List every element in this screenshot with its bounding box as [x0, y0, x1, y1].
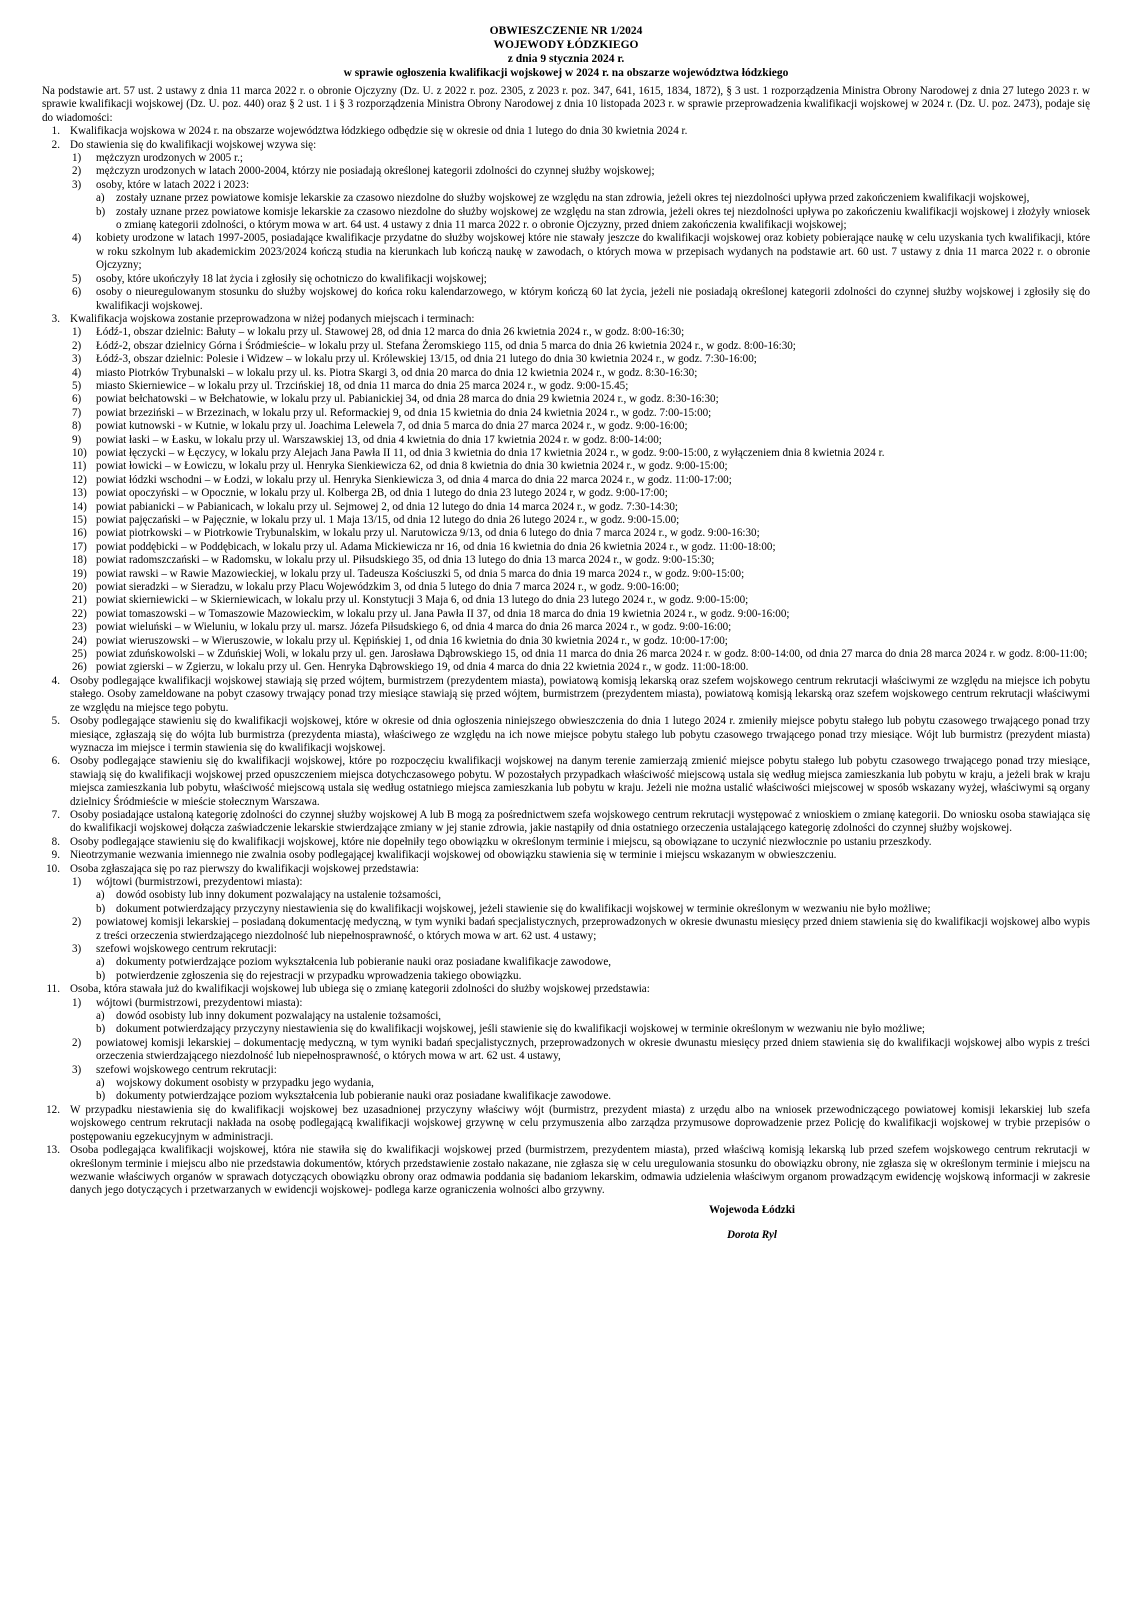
signature-name: Dorota Ryl: [726, 1229, 778, 1242]
item-text: szefowi wojskowego centrum rekrutacji:: [96, 943, 277, 955]
item-text: dokument potwierdzający przyczyny niestawienia się do kwalifikacji wojskowej, jeżeli stawienie się do kwalifikacji wojskowej w terminie określonym w wezwaniu nie było możliwe;: [116, 902, 931, 915]
list-item: [72, 179, 1090, 192]
location-item: [72, 367, 1090, 380]
item-number: b): [96, 1023, 106, 1036]
section-number: 8.: [51, 835, 60, 848]
item-number: b): [96, 205, 106, 218]
item-text: dokumenty potwierdzające poziom wykształcenia lub pobieranie nauki oraz posiadane kwalifikacje zawodowe,: [116, 956, 612, 969]
item-number: 1): [72, 996, 82, 1009]
section-text: Osoby podlegające stawieniu się do kwalifikacji wojskowej, które nie dopełniły tego obowiązku w określonym terminie i miejscu, są obowiązane to uczynić niezwłocznie po ustaniu przeszkody.: [70, 835, 932, 848]
sub-list-item: [96, 1010, 1090, 1023]
item-text: osoby, które w latach 2022 i 2023:: [96, 178, 250, 191]
item-number: 4): [72, 232, 82, 245]
intro-paragraph: Na podstawie art. 57 ust. 2 ustawy z dnia 11 marca 2022 r. o obronie Ojczyzny (Dz. U. z 2022 r. poz. 2305, z 2023 r. poz. 347, 641, 1615, 1834, 1872), § 3 ust. 1 rozporządzenia Ministra Obrony Narodowej z dnia 27 lutego 2023 r. w sprawie kwalifikacji wojskowej (Dz. U. poz. 440) oraz § 2 ust. 1 i § 3 rozporządzenia Ministra Obrony Narodowej z dnia 10 listopada 2023 r. w sprawie przeprowadzenia kwalifikacji wojskowej w 2024 r. (Dz. U. poz. 2473), podaje się do wiadomości:: [42, 85, 1090, 124]
section-text: Kwalifikacja wojskowa zostanie przeprowadzona w niżej podanych miejscach i terminach:: [70, 312, 475, 325]
item-text: powiatowej komisji lekarskiej – posiadaną dokumentację medyczną, w tym wyniki badań specjalistycznych, przeprowadzonych w okresie dwunastu miesięcy przed dniem stawienia się do kwalifikacji wojskowej albo wypis z treści orzeczenia stwierdzającego niezdolność lub niepełnosprawność, o których mowa w art. 62 ust. 4 ustawy;: [96, 916, 1090, 942]
item-number: 6): [72, 286, 82, 299]
item-text: powiat piotrkowski – w Piotrkowie Trybunalskim, w lokalu przy ul. Narutowicza 9/13, od dnia 6 lutego do dnia 7 marca 2024 r., w godz. 9:00-16:30;: [96, 527, 760, 540]
section-1: [42, 125, 1090, 138]
header-line-1: OBWIESZCZENIE NR 1/2024: [489, 25, 643, 37]
section-12: [42, 1104, 1090, 1144]
location-item: [72, 594, 1090, 607]
item-number: 21): [72, 594, 87, 607]
location-item: [72, 393, 1090, 406]
item-number: 2): [72, 339, 82, 352]
item-number: 24): [72, 634, 87, 647]
list-item: [72, 273, 1090, 286]
section-text: Osoby podlegające stawieniu się do kwalifikacji wojskowej, które w okresie od dnia ogłoszenia niniejszego obwieszczenia do dnia 1 lutego 2024 r. zmieniły miejsce pobytu stałego lub pobytu czasowego trwającego ponad trzy miesiące, zgłaszają się do wójta lub burmistrza (prezydenta miasta), właściwego ze względu na ich nowe miejsce pobytu stałego lub pobytu czasowego trwającego ponad trzy miesiące. Wójt lub burmistrz (prezydent miasta) wyznacza im miejsce i termin stawienia się do kwalifikacji wojskowej.: [70, 715, 1090, 754]
sub-list-item: [96, 903, 1090, 916]
header-line-3: z dnia 9 stycznia 2024 r.: [507, 53, 625, 65]
location-item: [72, 661, 1090, 674]
item-number: 25): [72, 648, 87, 661]
item-text: dowód osobisty lub inny dokument pozwalający na ustalenie tożsamości,: [116, 889, 442, 902]
item-number: 16): [72, 527, 87, 540]
section-10: [42, 863, 1090, 876]
location-item: [72, 648, 1090, 661]
location-item: [72, 541, 1090, 554]
item-number: 19): [72, 567, 87, 580]
item-text: kobiety urodzone w latach 1997-2005, posiadające kwalifikacje przydatne do służby wojskowej które nie stawały jeszcze do kwalifikacji wojskowej oraz kobiety pobierające naukę w celu uzyskania tych kwalifikacji, które w roku szkolnym lub akademickim 2023/2024 kończą studia na kierunkach lub kończą naukę w zawodach, o których mowa w przepisach wydanych na podstawie art. 60 ust. 7 ustawy z dnia 11 marca 2022 r. o obronie Ojczyzny;: [96, 232, 1090, 272]
header-line-2: WOJEWODY ŁÓDZKIEGO: [493, 39, 639, 51]
item-number: 8): [72, 420, 82, 433]
item-text: dokument potwierdzający przyczyny niestawienia się do kwalifikacji wojskowej, jeśli stawienie się do kwalifikacji wojskowej w terminie określonym w wezwaniu nie było możliwe;: [116, 1023, 926, 1036]
item-text: powiat pajęczański – w Pajęcznie, w lokalu przy ul. 1 Maja 13/15, od dnia 12 lutego do dnia 26 lutego 2024 r., w godz. 9:00-15.00;: [96, 514, 680, 526]
item-number: 4): [72, 366, 82, 379]
item-text: powiat radomszczański – w Radomsku, w lokalu przy ul. Piłsudskiego 35, od dnia 13 lutego do dnia 13 marca 2024 r., w godz. 9:00-15:30;: [96, 554, 715, 567]
location-item: [72, 635, 1090, 648]
item-number: 6): [72, 393, 82, 406]
item-text: powiat zduńskowolski – w Zduńskiej Woli, w lokalu przy ul. gen. Jarosława Dąbrowskiego 15, od dnia 11 marca do dnia 26 marca 2024 r. w godz. 8:00-14:00, od dnia 27 marca do dnia 28 marca 2024 r. w godz. 8:00-11:00;: [96, 648, 1088, 661]
item-number: 13): [72, 487, 87, 500]
item-number: 18): [72, 554, 87, 567]
section-number: 6.: [51, 755, 60, 768]
section-number: 2.: [51, 138, 60, 151]
section-9: [42, 849, 1090, 862]
section-11: [42, 983, 1090, 996]
section-number: 4.: [51, 674, 60, 687]
location-item: [72, 568, 1090, 581]
item-text: powiat brzeziński – w Brzezinach, w lokalu przy ul. Reformackiej 9, od dnia 15 kwietnia do dnia 24 kwietnia 2024 r., w godz. 7:00-15:00;: [96, 406, 712, 419]
location-item: [72, 407, 1090, 420]
item-number: b): [96, 902, 106, 915]
item-number: 2): [72, 1036, 82, 1049]
section-text: Nieotrzymanie wezwania imiennego nie zwalnia osoby podlegającej kwalifikacji wojskowej od obowiązku stawienia się w terminie i miejscu wskazanym w obwieszczeniu.: [70, 849, 837, 862]
item-text: wójtowi (burmistrzowi, prezydentowi miasta):: [96, 996, 303, 1009]
location-item: [72, 447, 1090, 460]
location-item: [72, 380, 1090, 393]
list-item: [72, 997, 1090, 1010]
location-item: [72, 474, 1090, 487]
section-text: W przypadku niestawienia się do kwalifikacji wojskowej bez uzasadnionej przyczyny właściwy wójt (burmistrz, prezydent miasta) z urzędu albo na wniosek przewodniczącego powiatowej komisji lekarskiej lub szefa wojskowego centrum rekrutacji nakłada na osobę podlegającą kwalifikacji wojskowej grzywnę w celu przymuszenia albo zarządza przymusowe doprowadzenie przez Policję do kwalifikacji wojskowej w trybie przepisów o postępowaniu egzekucyjnym w administracji.: [70, 1103, 1090, 1143]
location-item: [72, 501, 1090, 514]
item-number: 20): [72, 581, 87, 594]
list-item: [72, 152, 1090, 165]
item-text: zostały uznane przez powiatowe komisje lekarskie za czasowo niezdolne do służby wojskowej ze względu na stan zdrowia, jeżeli okres tej niezdolności upływa po zakończeniu kwalifikacji wojskowej i złożyły wniosek o zmianę kategorii zdolności, o którym mowa w art. 64 ust. 4 ustawy z dnia 11 marca 2022 r. o obronie Ojczyzny, przed dniem zakończenia kwalifikacji wojskowej;: [116, 205, 1090, 232]
location-item: [72, 326, 1090, 339]
section-number: 12.: [46, 1103, 60, 1116]
item-number: 7): [72, 406, 82, 419]
list-item: [72, 876, 1090, 889]
item-number: 23): [72, 621, 87, 634]
item-text: Łódź-3, obszar dzielnic: Polesie i Widzew – w lokalu przy ul. Królewskiej 13/15, od dnia 21 lutego do dnia 30 kwietnia 2024 r., w godz. 7:30-16:00;: [96, 353, 757, 366]
section-number: 13.: [46, 1144, 60, 1157]
section-text: Kwalifikacja wojskowa w 2024 r. na obszarze województwa łódzkiego odbędzie się w okresie od dnia 1 lutego do dnia 30 kwietnia 2024 r.: [70, 125, 688, 138]
item-number: 9): [72, 433, 82, 446]
header-line-4: w sprawie ogłoszenia kwalifikacji wojskowej w 2024 r. na obszarze województwa łódzkiego: [343, 67, 789, 79]
sub-list-item: [96, 1090, 1090, 1103]
item-number: 2): [72, 916, 82, 929]
location-item: [72, 434, 1090, 447]
list-item: [72, 943, 1090, 956]
section-number: 5.: [51, 715, 60, 728]
list-item: [72, 232, 1090, 272]
item-number: b): [96, 1090, 106, 1103]
qualification-locations-list: [42, 326, 1090, 675]
location-item: [72, 420, 1090, 433]
item-number: a): [96, 889, 105, 902]
list-item: [72, 916, 1090, 943]
section-3: [42, 313, 1090, 326]
section-7: [42, 809, 1090, 836]
item-number: 5): [72, 379, 82, 392]
section-number: 7.: [51, 808, 60, 821]
item-text: osoby, które ukończyły 18 lat życia i zgłosiły się ochotniczo do kwalifikacji wojskowej;: [96, 272, 487, 285]
sub-list-item: [96, 1023, 1090, 1036]
item-text: miasto Piotrków Trybunalski – w lokalu przy ul. ks. Piotra Skargi 3, od dnia 20 marca do dnia 12 kwietnia 2024 r., w godz. 8:30-16:30;: [96, 366, 698, 379]
item-number: 14): [72, 500, 87, 513]
section-number: 11.: [46, 983, 60, 996]
location-item: [72, 581, 1090, 594]
signature-title: Wojewoda Łódzki: [709, 1203, 795, 1216]
item-text: powiat łaski – w Łasku, w lokalu przy ul. Warszawskiej 13, od dnia 4 kwietnia do dnia 17 kwietnia 2024 r. w godz. 8:00-14:00;: [96, 433, 662, 446]
section-13: [42, 1144, 1090, 1198]
section-text: Osoby podlegające kwalifikacji wojskowej stawiają się przed wójtem, burmistrzem (prezydentem miasta), powiatową komisją lekarską oraz szefem wojskowego centrum rekrutacji właściwymi ze względu na miejsce ich pobytu stałego. Osoby zameldowane na pobyt czasowy trwający ponad trzy miesiące stawiają się przed wójtem, burmistrzem (prezydentem miasta), powiatową komisją lekarską oraz szefem wojskowego centrum rekrutacji właściwymi ze względu na miejsce tego pobytu.: [70, 674, 1090, 714]
item-text: potwierdzenie zgłoszenia się do rejestracji w przypadku wprowadzenia takiego obowiązku.: [116, 969, 522, 982]
location-item: [72, 527, 1090, 540]
sub-list-item: [96, 956, 1090, 969]
item-text: Łódź-1, obszar dzielnic: Bałuty – w lokalu przy ul. Stawowej 28, od dnia 12 marca do dnia 26 kwietnia 2024 r., w godz. 8:00-16:30;: [96, 326, 685, 339]
section-4: [42, 675, 1090, 715]
item-number: 1): [72, 875, 82, 888]
item-text: dowód osobisty lub inny dokument pozwalający na ustalenie tożsamości,: [116, 1010, 442, 1023]
section-number: 9.: [51, 849, 60, 862]
document-header: [42, 24, 1090, 80]
location-item: [72, 353, 1090, 366]
location-item: [72, 608, 1090, 621]
sub-list-item: [96, 1077, 1090, 1090]
location-item: [72, 460, 1090, 473]
item-text: miasto Skierniewice – w lokalu przy ul. Trzcińskiej 18, od dnia 11 marca do dnia 25 marca 2024 r., w godz. 9:00-15.45;: [96, 379, 629, 392]
sub-list-item: [96, 192, 1090, 205]
location-item: [72, 340, 1090, 353]
item-number: 3): [72, 353, 82, 366]
section-2: [42, 139, 1090, 152]
item-number: 3): [72, 943, 82, 955]
item-number: a): [96, 956, 105, 969]
item-text: Łódź-2, obszar dzielnicy Górna i Śródmieście– w lokalu przy ul. Stefana Żeromskiego 115, od dnia 5 marca do dnia 26 kwietnia 2024 r., w godz. 8:00-16:30;: [96, 339, 796, 352]
item-number: 5): [72, 272, 82, 285]
item-text: szefowi wojskowego centrum rekrutacji:: [96, 1063, 277, 1076]
item-text: powiat łęczycki – w Łęczycy, w lokalu przy Alejach Jana Pawła II 11, od dnia 3 kwietnia do dnia 17 kwietnia 2024 r., w godz. 9:00-15:00, z wyłączeniem dnia 8 kwietnia 2024 r.: [96, 446, 885, 459]
item-text: mężczyzn urodzonych w 2005 r.;: [96, 152, 243, 165]
location-item: [72, 621, 1090, 634]
section-text: Do stawienia się do kwalifikacji wojskowej wzywa się:: [70, 138, 317, 151]
item-number: 10): [72, 446, 87, 459]
section-text: Osoby posiadające ustaloną kategorię zdolności do czynnej służby wojskowej A lub B mogą za pośrednictwem szefa wojskowego centrum rekrutacji występować z wnioskiem o zmianę kategorii. Do wniosku osoba stawiająca się do kwalifikacji wojskowej dołącza zaświadczenie lekarskie stwierdzające zmiany w jej stanie zdrowia, jakie nastąpiły od dnia ostatniego orzeczenia ustalającego kategorię zdolności do czynnej służby wojskowej.: [70, 808, 1090, 835]
item-number: 3): [72, 1063, 82, 1076]
sub-list-item: [96, 889, 1090, 902]
section-text: Osoba zgłaszająca się po raz pierwszy do kwalifikacji wojskowej przedstawia:: [70, 862, 420, 875]
item-text: powiat zgierski – w Zgierzu, w lokalu przy ul. Gen. Henryka Dąbrowskiego 19, od dnia 4 marca do dnia 22 kwietnia 2024 r., w godz. 11:00-18:00.: [96, 661, 749, 674]
sub-list-item: [96, 970, 1090, 983]
item-number: b): [96, 969, 106, 982]
section-text: Osoba podlegająca kwalifikacji wojskowej, która nie stawiła się do kwalifikacji wojskowej przed (burmistrzem, prezydentem miasta), przed właściwą komisją lekarską lub przed szefem wojskowego centrum rekrutacji w określonym terminie i miejscu albo nie przedstawia dokumentów, których przedstawienie zostało nakazane, nie zgłasza się w celu uregulowania stosunku do obowiązku obrony, nie zgłasza się w określonym terminie i miejscu na wezwanie właściwych organów w sprawach dotyczących obowiązku obrony oraz odmawia poddania się badaniom lekarskim, odmawia udzielenia właściwym organom prowadzącym ewidencję wojskową informacji w zakresie danych jego dotyczących i przetwarzanych w ewidencji wojskowej- podlega karze ograniczenia wolności albo grzywny.: [70, 1144, 1090, 1197]
item-text: powiat wieruszowski – w Wieruszowie, w lokalu przy ul. Kępińskiej 1, od dnia 16 kwietnia do dnia 30 kwietnia 2024 r., w godz. 10:00-17:00;: [96, 634, 728, 647]
section-number: 1.: [51, 125, 60, 138]
section-number: 10.: [46, 862, 60, 875]
location-item: [72, 487, 1090, 500]
item-text: powiat sieradzki – w Sieradzu, w lokalu przy Placu Wojewódzkim 3, od dnia 5 lutego do dnia 7 marca 2024 r., w godz. 9:00-16:00;: [96, 581, 680, 594]
item-text: powiat tomaszowski – w Tomaszowie Mazowieckim, w lokalu przy ul. Jana Pawła II 37, od dnia 18 marca do dnia 19 kwietnia 2024 r., w godz. 9:00-16:00;: [96, 607, 790, 620]
item-text: powiat rawski – w Rawie Mazowieckiej, w lokalu przy ul. Tadeusza Kościuszki 5, od dnia 5 marca do dnia 19 marca 2024 r., w godz. 9:00-15:00;: [96, 567, 745, 580]
item-number: a): [96, 1010, 105, 1023]
item-text: mężczyzn urodzonych w latach 2000-2004, którzy nie posiadają określonej kategorii zdolności do czynnej służby wojskowej;: [96, 165, 655, 178]
section-8: [42, 836, 1090, 849]
item-text: powiat wieluński – w Wieluniu, w lokalu przy ul. marsz. Józefa Piłsudskiego 6, od dnia 4 marca do dnia 26 marca 2024 r., w godz. 9:00-16:00;: [96, 621, 732, 634]
item-text: wójtowi (burmistrzowi, prezydentowi miasta):: [96, 875, 303, 888]
item-number: 1): [72, 152, 82, 165]
item-text: powiat skierniewicki – w Skierniewicach, w lokalu przy ul. Konstytucji 3 Maja 6, od dnia 13 lutego do dnia 23 lutego 2024 r., w godz. 9:00-15:00;: [96, 594, 749, 607]
item-text: zostały uznane przez powiatowe komisje lekarskie za czasowo niezdolne do służby wojskowej ze względu na stan zdrowia, jeżeli okres tej niezdolności upływa przed zakończeniem kwalifikacji wojskowej,: [116, 192, 1030, 205]
item-number: 17): [72, 540, 87, 553]
list-item: [72, 165, 1090, 178]
item-text: powiat poddębicki – w Poddębicach, w lokalu przy ul. Adama Mickiewicza nr 16, od dnia 16 kwietnia do dnia 26 kwietnia 2024 r., w godz. 11:00-18:00;: [96, 540, 776, 553]
section-5: [42, 715, 1090, 755]
document: [42, 24, 1090, 1243]
list-item: [72, 286, 1090, 313]
item-text: powiatowej komisji lekarskiej – dokumentację medyczną, w tym wyniki badań specjalistycznych, przeprowadzonych w okresie dwunastu miesięcy przed dniem stawienia się do kwalifikacji wojskowej albo wypis z treści orzeczenia stwierdzającego niezdolność lub niepełnosprawność, o których mowa w art. 62 ust. 4 ustawy,: [96, 1036, 1090, 1063]
item-number: 11): [72, 460, 87, 473]
location-item: [72, 554, 1090, 567]
item-number: 15): [72, 514, 87, 526]
item-text: dokumenty potwierdzające poziom wykształcenia lub pobieranie nauki oraz posiadane kwalifikacje zawodowe.: [116, 1090, 612, 1103]
location-item: [72, 514, 1090, 527]
item-number: 3): [72, 178, 82, 191]
item-number: 22): [72, 607, 87, 620]
item-text: powiat bełchatowski – w Bełchatowie, w lokalu przy ul. Pabianickiej 34, od dnia 28 marca do dnia 29 kwietnia 2024 r., w godz. 8:30-16:30;: [96, 393, 719, 406]
item-number: 26): [72, 661, 87, 674]
section-6: [42, 755, 1090, 809]
section-text: Osoba, która stawała już do kwalifikacji wojskowej lub ubiega się o zmianę kategorii zdolności do służby wojskowej przedstawia:: [70, 983, 650, 996]
section-number: 3.: [51, 312, 60, 325]
item-number: a): [96, 1077, 105, 1090]
item-text: powiat łowicki – w Łowiczu, w lokalu przy ul. Henryka Sienkiewicza 62, od dnia 8 kwietnia do dnia 30 kwietnia 2024 r., w godz. 9:00-15:00;: [96, 460, 728, 473]
item-number: 1): [72, 326, 82, 339]
item-text: powiat kutnowski - w Kutnie, w lokalu przy ul. Joachima Lelewela 7, od dnia 5 marca do dnia 27 marca 2024 r., w godz. 9:00-16:00;: [96, 420, 688, 433]
item-text: powiat pabianicki – w Pabianicach, w lokalu przy ul. Sejmowej 2, od dnia 12 lutego do dnia 14 marca 2024 r., w godz. 7:30-14:30;: [96, 500, 678, 513]
item-number: a): [96, 192, 105, 205]
list-item: [72, 1037, 1090, 1064]
section-text: Osoby podlegające stawieniu się do kwalifikacji wojskowej, które po rozpoczęciu kwalifikacji wojskowej na danym terenie zamierzają zmienić miejsce pobytu stałego lub pobytu czasowego trwającego ponad trzy miesiące, stawiają się do kwalifikacji wojskowej przed opuszczeniem miejsca dotychczasowego pobytu. W pozostałych przypadkach właściwość miejscową ustala się według miejsca zamieszkania lub pobytu w kraju, a jeżeli brak w kraju miejsca zamieszkania lub pobytu, właściwość miejscową ustala się według ostatniego miejsca zamieszkania lub pobytu w kraju. Jeżeli nie można ustalić właściwości miejscowej w sposób wskazany wyżej, właściwymi są organy dzielnicy Śródmieście w mieście stołecznym Warszawa.: [70, 755, 1090, 808]
item-text: osoby o nieuregulowanym stosunku do służby wojskowej do końca roku kalendarzowego, w którym kończą 60 lat życia, jeżeli nie posiadają określonej kategorii zdolności do czynnej służby wojskowej i zgłosiły się do kwalifikacji wojskowej.: [96, 286, 1090, 312]
item-number: 2): [72, 165, 82, 178]
item-number: 12): [72, 473, 87, 486]
item-text: wojskowy dokument osobisty w przypadku jego wydania,: [116, 1077, 374, 1090]
list-item: [72, 1064, 1090, 1077]
sub-list-item: [96, 206, 1090, 233]
item-text: powiat łódzki wschodni – w Łodzi, w lokalu przy ul. Henryka Sienkiewicza 3, od dnia 4 marca do dnia 22 marca 2024 r., w godz. 11:00-17:00;: [96, 473, 732, 486]
item-text: powiat opoczyński – w Opocznie, w lokalu przy ul. Kolberga 2B, od dnia 1 lutego do dnia 23 lutego 2024 r, w godz. 9:00-17:00;: [96, 487, 668, 500]
